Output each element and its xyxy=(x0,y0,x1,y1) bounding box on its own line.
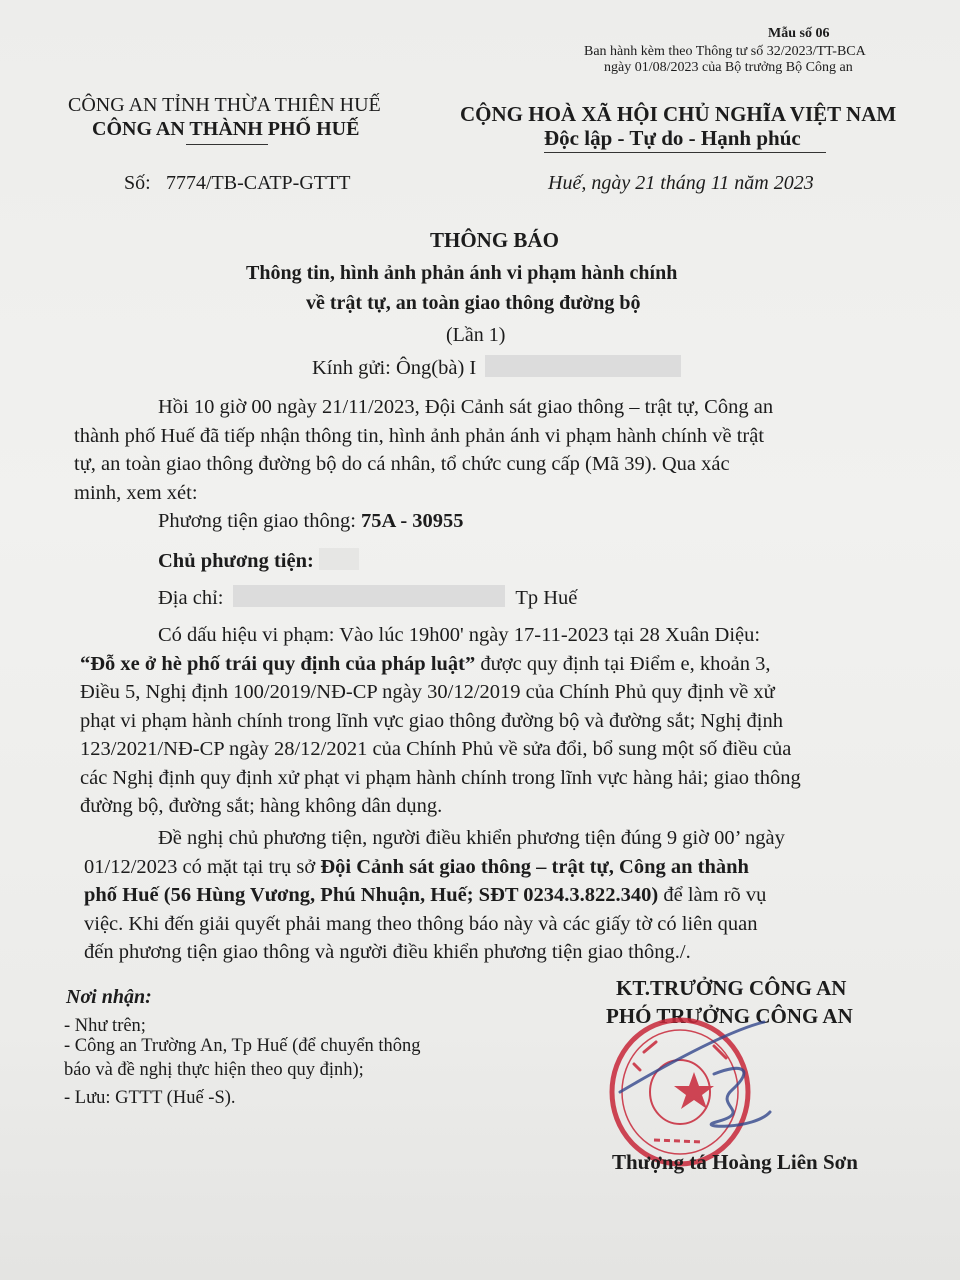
address-redaction xyxy=(233,585,505,607)
recipient-label: Kính gửi: Ông(bà) I xyxy=(312,357,477,379)
doc-number-label: Số: xyxy=(124,172,151,194)
request-office-address: phố Huế (56 Hùng Vương, Phú Nhuận, Huế; SĐT 0234.3.822.340) xyxy=(84,884,659,906)
violation-line: phạt vi phạm hành chính trong lĩnh vực giao thông đường bộ và đường sắt; Nghị định xyxy=(80,709,783,732)
recipient-item: - Như trên; xyxy=(64,1016,146,1036)
vehicle-owner-label: Chủ phương tiện: xyxy=(158,550,314,572)
recipient-redaction xyxy=(485,355,681,377)
request-line: Đề nghị chủ phương tiện, người điều khiển phương tiện đúng 9 giờ 00’ ngày xyxy=(158,827,785,849)
recipient-item: - Công an Trường An, Tp Huế (để chuyển thông xyxy=(64,1036,421,1056)
notice-instance: (Lần 1) xyxy=(446,324,506,346)
agency-parent: CÔNG AN TỈNH THỪA THIÊN HUẾ xyxy=(68,94,381,116)
recipients-title: Nơi nhận: xyxy=(66,986,152,1008)
intro-line: Hồi 10 giờ 00 ngày 21/11/2023, Đội Cảnh sát giao thông – trật tự, Công an xyxy=(158,396,774,418)
vehicle-address-suffix: Tp Huế xyxy=(515,587,578,609)
agency-underline xyxy=(186,144,268,145)
vehicle-plate-label: Phương tiện giao thông: xyxy=(158,510,356,532)
request-line: đến phương tiện giao thông và người điều khiển phương tiện giao thông./. xyxy=(84,941,691,963)
vehicle-plate-row xyxy=(158,510,464,533)
owner-redaction xyxy=(319,548,359,570)
intro-line: minh, xem xét: xyxy=(74,481,198,504)
document-title: THÔNG BÁO xyxy=(430,228,559,252)
violation-line-rest: được quy định tại Điểm e, khoản 3, xyxy=(475,652,771,675)
request-line xyxy=(84,853,910,882)
request-paragraph xyxy=(84,824,910,967)
signer-name: Thượng tá Hoàng Liên Sơn xyxy=(612,1150,858,1174)
form-issued-line-1: Ban hành kèm theo Thông tư số 32/2023/TT-BCA xyxy=(584,44,866,59)
intro-paragraph xyxy=(74,393,902,507)
request-office: Đội Cảnh sát giao thông – trật tự, Công an thành xyxy=(320,855,749,878)
official-seal-icon xyxy=(604,1012,774,1172)
agency-name: CÔNG AN THÀNH PHỐ HUẾ xyxy=(92,118,360,140)
violation-line: Điều 5, Nghị định 100/2019/NĐ-CP ngày 30/12/2019 của Chính Phủ quy định về xử xyxy=(80,681,775,703)
request-line: việc. Khi đến giải quyết phải mang theo thông báo này và các giấy tờ có liên quan xyxy=(84,912,758,935)
request-line-start: 01/12/2023 có mặt tại trụ sở xyxy=(84,855,321,878)
national-motto: Độc lập - Tự do - Hạnh phúc xyxy=(544,126,801,150)
violation-paragraph xyxy=(80,621,902,821)
place-date: Huế, ngày 21 tháng 11 năm 2023 xyxy=(548,172,814,194)
intro-line: tự, an toàn giao thông đường bộ do cá nhân, tổ chức cung cấp (Mã 39). Qua xác xyxy=(74,453,730,475)
signer-title-2: PHÓ TRƯỞNG CÔNG AN xyxy=(606,1004,853,1028)
violation-line xyxy=(80,650,902,679)
intro-line: thành phố Huế đã tiếp nhận thông tin, hình ảnh phản ánh vi phạm hành chính về trật xyxy=(74,424,765,447)
signer-title-1: KT.TRƯỞNG CÔNG AN xyxy=(616,976,847,1000)
recipient-item: - Lưu: GTTT (Huế -S). xyxy=(64,1088,236,1108)
country-name: CỘNG HOÀ XÃ HỘI CHỦ NGHĨA VIỆT NAM xyxy=(460,102,897,126)
doc-number: 7774/TB-CATP-GTTT xyxy=(166,172,351,194)
request-line-rest: để làm rõ vụ xyxy=(658,884,767,906)
violation-line: Có dấu hiệu vi phạm: Vào lúc 19h00' ngày 17-11-2023 tại 28 Xuân Diệu: xyxy=(158,624,761,646)
recipient-item: báo và đề nghị thực hiện theo quy định); xyxy=(64,1060,364,1080)
recipient-line xyxy=(312,355,681,380)
violation-type: “Đỗ xe ở hè phố trái quy định của pháp luật” xyxy=(80,652,476,675)
violation-line: các Nghị định quy định xử phạt vi phạm hành chính trong lĩnh vực hàng hải; giao thông xyxy=(80,766,801,789)
violation-line: 123/2021/NĐ-CP ngày 28/12/2021 của Chính Phủ về sửa đổi, bổ sung một số điều của xyxy=(80,738,792,760)
form-number: Mẫu số 06 xyxy=(768,26,830,41)
request-line xyxy=(84,881,910,910)
vehicle-owner-row xyxy=(158,548,359,573)
vehicle-plate: 75A - 30955 xyxy=(361,510,464,532)
motto-underline xyxy=(544,152,826,153)
document-subtitle-2: về trật tự, an toàn giao thông đường bộ xyxy=(306,292,641,314)
form-issued-line-2: ngày 01/08/2023 của Bộ trưởng Bộ Công an xyxy=(604,60,853,75)
vehicle-address-label: Địa chỉ: xyxy=(158,587,224,609)
vehicle-address-row xyxy=(158,585,577,610)
violation-line: đường bộ, đường sắt; hàng không dân dụng. xyxy=(80,795,443,817)
document-subtitle-1: Thông tin, hình ảnh phản ánh vi phạm hành chính xyxy=(246,262,678,284)
